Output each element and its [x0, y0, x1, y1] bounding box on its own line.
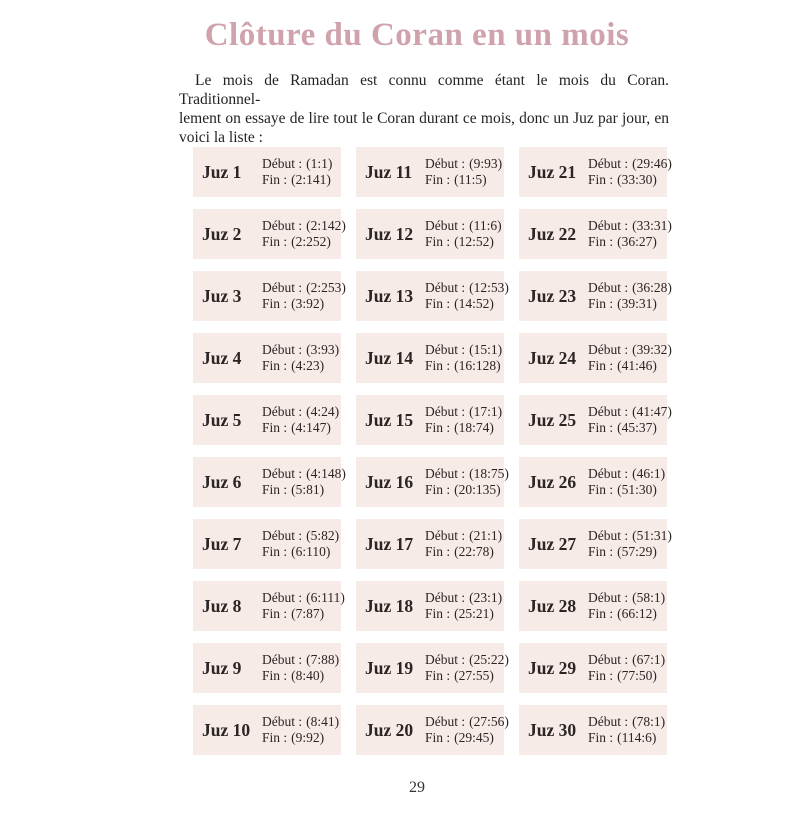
juz-label: Juz 16 — [365, 471, 414, 492]
intro-line: voici la liste : — [179, 129, 263, 146]
juz-range — [580, 528, 672, 560]
juz-range — [417, 404, 502, 436]
debut-value: (21:1) — [469, 528, 503, 543]
juz-range — [417, 714, 509, 746]
fin-label: Fin : — [588, 296, 614, 311]
fin-label: Fin : — [588, 544, 614, 559]
fin-label: Fin : — [262, 172, 288, 187]
debut-value: (23:1) — [469, 590, 503, 605]
intro-paragraph — [179, 71, 669, 147]
juz-range — [417, 652, 509, 684]
debut-label: Début : — [262, 156, 303, 171]
debut-value: (29:46) — [632, 156, 672, 171]
fin-value: (114:6) — [617, 730, 657, 745]
juz-cell — [193, 333, 341, 383]
debut-value: (67:1) — [632, 652, 666, 667]
debut-label: Début : — [425, 590, 466, 605]
juz-cell — [356, 705, 509, 755]
debut-label: Début : — [262, 218, 303, 233]
fin-value: (9:92) — [291, 730, 325, 745]
juz-range — [254, 528, 339, 560]
fin-label: Fin : — [425, 420, 451, 435]
juz-label: Juz 23 — [528, 285, 577, 306]
debut-value: (18:75) — [469, 466, 509, 481]
juz-range — [254, 466, 346, 498]
fin-label: Fin : — [262, 234, 288, 249]
juz-cell — [356, 395, 504, 445]
juz-cell — [193, 519, 341, 569]
juz-cell — [193, 581, 345, 631]
juz-cell — [519, 333, 672, 383]
juz-cell — [519, 209, 672, 259]
debut-label: Début : — [262, 528, 303, 543]
juz-range — [580, 466, 665, 498]
debut-value: (2:253) — [306, 280, 346, 295]
juz-cell — [356, 333, 504, 383]
juz-range — [254, 342, 339, 374]
debut-value: (27:56) — [469, 714, 509, 729]
juz-range — [417, 342, 502, 374]
juz-label: Juz 28 — [528, 595, 577, 616]
debut-label: Début : — [588, 218, 629, 233]
juz-range — [580, 652, 665, 684]
fin-value: (29:45) — [454, 730, 494, 745]
fin-label: Fin : — [425, 668, 451, 683]
juz-label: Juz 29 — [528, 657, 577, 678]
debut-value: (4:148) — [306, 466, 346, 481]
debut-label: Début : — [425, 528, 466, 543]
juz-range — [254, 218, 346, 250]
juz-label: Juz 21 — [528, 161, 577, 182]
debut-label: Début : — [588, 404, 629, 419]
fin-value: (4:147) — [291, 420, 331, 435]
debut-label: Début : — [262, 280, 303, 295]
juz-label: Juz 30 — [528, 719, 577, 740]
fin-label: Fin : — [425, 234, 451, 249]
juz-label: Juz 3 — [202, 285, 242, 306]
fin-value: (3:92) — [291, 296, 325, 311]
juz-label: Juz 9 — [202, 657, 242, 678]
debut-label: Début : — [425, 156, 466, 171]
debut-label: Début : — [262, 404, 303, 419]
juz-cell — [519, 519, 672, 569]
juz-label: Juz 2 — [202, 223, 242, 244]
debut-label: Début : — [588, 156, 629, 171]
juz-range — [417, 218, 502, 250]
juz-label: Juz 18 — [365, 595, 414, 616]
debut-label: Début : — [262, 590, 303, 605]
juz-label: Juz 13 — [365, 285, 414, 306]
fin-label: Fin : — [588, 730, 614, 745]
debut-value: (1:1) — [306, 156, 333, 171]
debut-value: (11:6) — [469, 218, 502, 233]
fin-label: Fin : — [588, 420, 614, 435]
debut-value: (12:53) — [469, 280, 509, 295]
juz-range — [254, 714, 339, 746]
fin-value: (22:78) — [454, 544, 494, 559]
debut-label: Début : — [425, 404, 466, 419]
juz-range — [580, 218, 672, 250]
fin-value: (11:5) — [454, 172, 487, 187]
fin-value: (33:30) — [617, 172, 657, 187]
juz-cell — [193, 457, 346, 507]
fin-label: Fin : — [262, 544, 288, 559]
juz-label: Juz 12 — [365, 223, 414, 244]
juz-label: Juz 17 — [365, 533, 414, 554]
fin-label: Fin : — [425, 482, 451, 497]
debut-label: Début : — [425, 714, 466, 729]
juz-label: Juz 25 — [528, 409, 577, 430]
debut-value: (2:142) — [306, 218, 346, 233]
juz-cell — [356, 581, 504, 631]
debut-value: (15:1) — [469, 342, 503, 357]
debut-label: Début : — [425, 218, 466, 233]
fin-label: Fin : — [262, 296, 288, 311]
fin-value: (41:46) — [617, 358, 657, 373]
debut-label: Début : — [262, 652, 303, 667]
juz-label: Juz 1 — [202, 161, 242, 182]
juz-cell — [356, 147, 504, 197]
page-content — [167, 16, 672, 797]
juz-label: Juz 8 — [202, 595, 242, 616]
juz-range — [580, 404, 672, 436]
juz-cell — [519, 643, 667, 693]
fin-value: (39:31) — [617, 296, 657, 311]
juz-label: Juz 4 — [202, 347, 242, 368]
debut-value: (5:82) — [306, 528, 340, 543]
juz-range — [580, 590, 665, 622]
fin-value: (66:12) — [617, 606, 657, 621]
fin-label: Fin : — [425, 358, 451, 373]
juz-label: Juz 27 — [528, 533, 577, 554]
debut-label: Début : — [588, 714, 629, 729]
juz-cell — [356, 457, 509, 507]
fin-label: Fin : — [425, 544, 451, 559]
debut-label: Début : — [588, 280, 629, 295]
fin-value: (12:52) — [454, 234, 494, 249]
fin-value: (57:29) — [617, 544, 657, 559]
fin-label: Fin : — [425, 606, 451, 621]
juz-range — [254, 156, 332, 188]
juz-cell — [193, 147, 341, 197]
fin-value: (2:252) — [291, 234, 331, 249]
juz-cell — [193, 395, 341, 445]
fin-value: (20:135) — [454, 482, 501, 497]
fin-label: Fin : — [425, 296, 451, 311]
fin-label: Fin : — [262, 420, 288, 435]
debut-value: (58:1) — [632, 590, 666, 605]
fin-label: Fin : — [588, 482, 614, 497]
fin-value: (7:87) — [291, 606, 325, 621]
juz-cell — [519, 395, 672, 445]
juz-range — [417, 156, 502, 188]
fin-value: (16:128) — [454, 358, 501, 373]
debut-value: (51:31) — [632, 528, 672, 543]
juz-cell — [519, 147, 672, 197]
fin-value: (51:30) — [617, 482, 657, 497]
fin-label: Fin : — [262, 730, 288, 745]
juz-label: Juz 20 — [365, 719, 414, 740]
fin-value: (14:52) — [454, 296, 494, 311]
juz-cell — [519, 457, 667, 507]
debut-value: (33:31) — [632, 218, 672, 233]
juz-cell — [519, 705, 667, 755]
juz-label: Juz 11 — [365, 161, 413, 182]
juz-label: Juz 22 — [528, 223, 577, 244]
fin-value: (8:40) — [291, 668, 325, 683]
juz-label: Juz 19 — [365, 657, 414, 678]
fin-label: Fin : — [425, 730, 451, 745]
fin-value: (77:50) — [617, 668, 657, 683]
page-title: Clôture du Coran en un mois — [204, 17, 630, 53]
juz-range — [417, 528, 502, 560]
juz-range — [417, 466, 509, 498]
juz-range — [417, 590, 502, 622]
page-number: 29 — [409, 779, 425, 796]
juz-cell — [356, 209, 504, 259]
juz-label: Juz 6 — [202, 471, 242, 492]
debut-value: (41:47) — [632, 404, 672, 419]
juz-label: Juz 7 — [202, 533, 242, 554]
fin-label: Fin : — [588, 668, 614, 683]
debut-label: Début : — [588, 466, 629, 481]
debut-value: (39:32) — [632, 342, 672, 357]
juz-label: Juz 26 — [528, 471, 577, 492]
debut-value: (8:41) — [306, 714, 340, 729]
fin-label: Fin : — [588, 172, 614, 187]
debut-label: Début : — [588, 342, 629, 357]
debut-value: (6:111) — [306, 590, 345, 605]
debut-value: (4:24) — [306, 404, 340, 419]
juz-range — [254, 590, 345, 622]
debut-value: (3:93) — [306, 342, 340, 357]
fin-value: (4:23) — [291, 358, 325, 373]
debut-value: (9:93) — [469, 156, 503, 171]
fin-label: Fin : — [588, 358, 614, 373]
debut-value: (7:88) — [306, 652, 340, 667]
juz-cell — [193, 643, 341, 693]
juz-label: Juz 14 — [365, 347, 414, 368]
fin-value: (5:81) — [291, 482, 325, 497]
juz-cell — [356, 271, 509, 321]
juz-grid — [193, 147, 672, 755]
juz-cell — [356, 643, 509, 693]
debut-label: Début : — [588, 590, 629, 605]
debut-value: (46:1) — [632, 466, 666, 481]
debut-label: Début : — [425, 466, 466, 481]
juz-range — [417, 280, 509, 312]
fin-label: Fin : — [262, 358, 288, 373]
juz-cell — [519, 581, 667, 631]
debut-label: Début : — [588, 528, 629, 543]
juz-range — [580, 714, 665, 746]
fin-value: (2:141) — [291, 172, 331, 187]
fin-label: Fin : — [262, 482, 288, 497]
debut-label: Début : — [588, 652, 629, 667]
debut-value: (17:1) — [469, 404, 503, 419]
debut-label: Début : — [262, 714, 303, 729]
juz-cell — [193, 705, 341, 755]
fin-label: Fin : — [588, 234, 614, 249]
fin-value: (27:55) — [454, 668, 494, 683]
fin-label: Fin : — [262, 606, 288, 621]
juz-cell — [193, 271, 346, 321]
juz-range — [580, 280, 672, 312]
fin-value: (36:27) — [617, 234, 657, 249]
debut-value: (25:22) — [469, 652, 509, 667]
juz-range — [254, 280, 346, 312]
debut-label: Début : — [262, 466, 303, 481]
juz-cell — [519, 271, 672, 321]
debut-label: Début : — [425, 652, 466, 667]
juz-label: Juz 15 — [365, 409, 414, 430]
juz-cell — [193, 209, 346, 259]
fin-label: Fin : — [425, 172, 451, 187]
debut-value: (36:28) — [632, 280, 672, 295]
juz-range — [254, 404, 339, 436]
debut-value: (78:1) — [632, 714, 666, 729]
fin-label: Fin : — [262, 668, 288, 683]
juz-range — [580, 342, 672, 374]
debut-label: Début : — [425, 280, 466, 295]
juz-range — [254, 652, 339, 684]
fin-label: Fin : — [588, 606, 614, 621]
juz-range — [580, 156, 672, 188]
fin-value: (45:37) — [617, 420, 657, 435]
juz-label: Juz 10 — [202, 719, 251, 740]
fin-value: (18:74) — [454, 420, 494, 435]
debut-label: Début : — [425, 342, 466, 357]
juz-label: Juz 24 — [528, 347, 577, 368]
fin-value: (6:110) — [291, 544, 331, 559]
fin-value: (25:21) — [454, 606, 494, 621]
intro-line: lement on essaye de lire tout le Coran durant ce mois, donc un Juz par jour, en — [179, 110, 669, 127]
intro-line: Le mois de Ramadan est connu comme étant le mois du Coran. Traditionnel- — [179, 72, 669, 108]
debut-label: Début : — [262, 342, 303, 357]
juz-label: Juz 5 — [202, 409, 242, 430]
juz-cell — [356, 519, 504, 569]
